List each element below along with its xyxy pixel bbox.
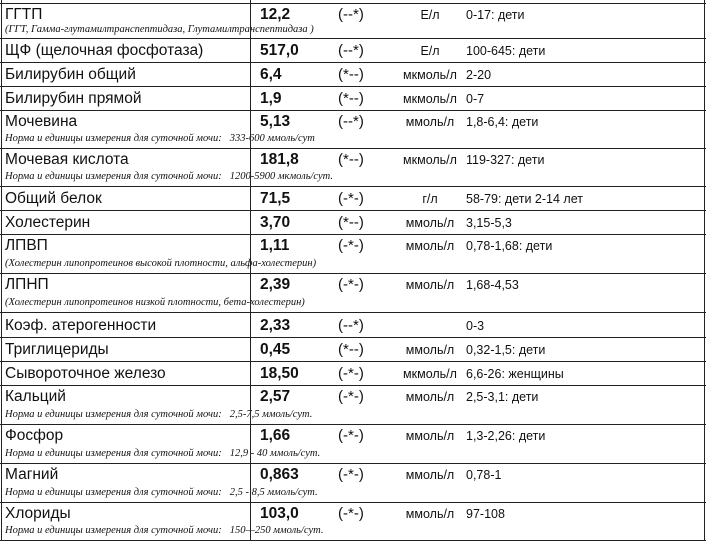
note-text: Норма и единицы измерения для суточной мочи: (5, 525, 222, 536)
unit: мкмоль/л (403, 68, 457, 82)
note-urine-norm: 150—250 ммоль/сут. (229, 525, 324, 536)
reference-range: 1,8-6,4: дети (466, 115, 539, 129)
result-value: 18,50 (260, 365, 299, 382)
unit: Е/л (420, 8, 440, 22)
table-row (0, 425, 706, 464)
unit: мкмоль/л (403, 153, 457, 167)
reference-range: 3,15-5,3 (466, 216, 512, 230)
row-note (5, 171, 333, 182)
test-name: Фосфор (5, 427, 64, 444)
unit: мкмоль/л (403, 367, 457, 381)
table-row (0, 87, 706, 111)
test-name: ЛПНП (5, 276, 49, 293)
result-flag: (-*-) (338, 276, 364, 293)
test-name: Билирубин прямой (5, 90, 142, 107)
result-flag: (-*-) (338, 466, 364, 483)
row-note (5, 409, 312, 420)
test-name: Триглицериды (5, 341, 109, 358)
reference-range: 0-3 (466, 319, 485, 333)
result-flag: (-*-) (338, 190, 364, 207)
unit: ммоль/л (405, 429, 455, 443)
table-row (0, 503, 706, 541)
result-flag: (--*) (338, 6, 364, 23)
test-name: Мочевая кислота (5, 151, 129, 168)
table-row (0, 274, 706, 313)
reference-range: 0-7 (466, 92, 485, 106)
test-name: ЛПВП (5, 237, 48, 254)
unit: ммоль/л (405, 278, 455, 292)
table-row (0, 313, 706, 338)
reference-range: 58-79: дети 2-14 лет (466, 192, 583, 206)
table-row (0, 211, 706, 235)
reference-range: 0,78-1,68: дети (466, 239, 553, 253)
table-row (0, 111, 706, 149)
test-name: Магний (5, 466, 59, 483)
note-text: (Холестерин липопротеинов низкой плотности, бета-холестерин) (5, 297, 305, 308)
result-flag: (*--) (338, 66, 364, 83)
result-value: 2,57 (260, 388, 291, 405)
result-value: 5,13 (260, 113, 291, 130)
table-row (0, 235, 706, 274)
unit: г/л (422, 192, 438, 206)
result-flag: (*--) (338, 214, 364, 231)
column-divider (250, 0, 251, 541)
result-value: 103,0 (260, 505, 299, 522)
result-value: 1,9 (260, 90, 282, 107)
result-flag: (--*) (338, 42, 364, 59)
reference-range: 0,78-1 (466, 468, 502, 482)
unit: мкмоль/л (403, 92, 457, 106)
table-row (0, 3, 706, 39)
test-name: ЩФ (щелочная фосфотаза) (5, 42, 204, 59)
row-note (5, 133, 315, 144)
result-flag: (-*-) (338, 365, 364, 382)
result-value: 12,2 (260, 6, 291, 23)
unit: ммоль/л (405, 390, 455, 404)
table-right-border (704, 0, 705, 541)
reference-range: 119-327: дети (466, 153, 545, 167)
table-row (0, 338, 706, 362)
test-name: Билирубин общий (5, 66, 136, 83)
note-urine-norm: 333-600 ммоль/сут (229, 133, 315, 144)
result-value: 6,4 (260, 66, 282, 83)
unit: ммоль/л (405, 239, 455, 253)
row-note (5, 258, 316, 269)
reference-range: 0-17: дети (466, 8, 525, 22)
reference-range: 2-20 (466, 68, 492, 82)
table-row (0, 187, 706, 211)
result-flag: (*--) (338, 151, 364, 168)
result-value: 2,39 (260, 276, 291, 293)
reference-range: 1,68-4,53 (466, 278, 519, 292)
table-row (0, 362, 706, 386)
note-text: Норма и единицы измерения для суточной мочи: (5, 487, 222, 498)
result-flag: (*--) (338, 341, 364, 358)
test-name: Хлориды (5, 505, 71, 522)
row-note (5, 448, 320, 459)
unit: ммоль/л (405, 468, 455, 482)
note-urine-norm: 2,5-7,5 ммоль/сут. (229, 409, 313, 420)
table-row (0, 149, 706, 187)
note-text: (ГГТ, Гамма-глутамилтранспептидаза, Глутамилтранспептидаза ) (5, 24, 314, 35)
reference-range: 6,6-26: женщины (466, 367, 564, 381)
unit: ммоль/л (405, 216, 455, 230)
row-note (5, 24, 314, 35)
test-name: Общий белок (5, 190, 102, 207)
result-value: 181,8 (260, 151, 299, 168)
result-value: 1,11 (260, 237, 290, 254)
result-flag: (--*) (338, 113, 364, 130)
test-name: Сывороточное железо (5, 365, 166, 382)
table-row (0, 63, 706, 87)
unit: ммоль/л (405, 115, 455, 129)
result-flag: (--*) (338, 317, 364, 334)
table-row (0, 386, 706, 425)
row-note (5, 525, 323, 536)
test-name: Кальций (5, 388, 66, 405)
test-name: ГГТП (5, 6, 43, 23)
result-value: 2,33 (260, 317, 291, 334)
result-value: 0,45 (260, 341, 291, 358)
reference-range: 0,32-1,5: дети (466, 343, 546, 357)
reference-range: 1,3-2,26: дети (466, 429, 546, 443)
test-name: Холестерин (5, 214, 91, 231)
reference-range: 100-645: дети (466, 44, 546, 58)
result-value: 71,5 (260, 190, 291, 207)
result-flag: (-*-) (338, 237, 364, 254)
note-text: Норма и единицы измерения для суточной мочи: (5, 133, 222, 144)
row-note (5, 487, 318, 498)
note-text: Норма и единицы измерения для суточной мочи: (5, 448, 222, 459)
unit: Е/л (420, 44, 440, 58)
result-flag: (*--) (338, 90, 364, 107)
result-value: 517,0 (260, 42, 299, 59)
note-text: (Холестерин липопротеинов высокой плотности, альфа-холестерин) (5, 258, 317, 269)
result-value: 1,66 (260, 427, 291, 444)
reference-range: 97-108 (466, 507, 505, 521)
test-name: Мочевина (5, 113, 78, 130)
result-flag: (-*-) (338, 505, 364, 522)
test-name: Коэф. атерогенности (5, 317, 157, 334)
reference-range: 2,5-3,1: дети (466, 390, 539, 404)
note-urine-norm: 2,5 - 8,5 ммоль/сут. (229, 487, 318, 498)
result-value: 3,70 (260, 214, 291, 231)
result-flag: (-*-) (338, 427, 364, 444)
table-row (0, 464, 706, 503)
table-row (0, 39, 706, 63)
unit: ммоль/л (405, 343, 455, 357)
result-flag: (-*-) (338, 388, 364, 405)
note-urine-norm: 12,9 - 40 ммоль/сут. (229, 448, 321, 459)
note-urine-norm: 1200-5900 мкмоль/сут. (229, 171, 334, 182)
note-text: Норма и единицы измерения для суточной мочи: (5, 409, 222, 420)
result-value: 0,863 (260, 466, 299, 483)
row-note (5, 297, 305, 308)
table-left-border (1, 0, 2, 541)
unit: ммоль/л (405, 507, 455, 521)
note-text: Норма и единицы измерения для суточной мочи: (5, 171, 222, 182)
